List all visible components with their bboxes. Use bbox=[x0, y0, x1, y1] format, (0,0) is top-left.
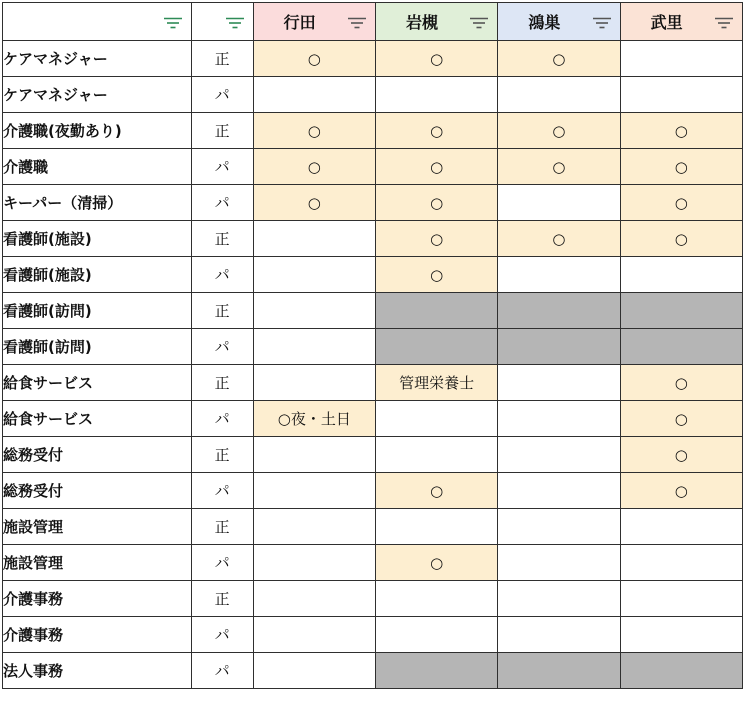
job-title-cell[interactable]: 施設管理 bbox=[3, 545, 192, 581]
availability-cell-takesato[interactable] bbox=[620, 653, 742, 689]
table-row bbox=[3, 581, 743, 617]
job-title-cell[interactable]: 看護師(施設) bbox=[3, 221, 192, 257]
availability-cell-gyoda[interactable]: ○ bbox=[253, 149, 375, 185]
table-row bbox=[3, 77, 743, 113]
employment-type-cell[interactable]: 正 bbox=[191, 113, 253, 149]
job-title-cell[interactable]: 総務受付 bbox=[3, 437, 192, 473]
header-label-gyoda: 行田 bbox=[283, 13, 316, 32]
header-label-iwatsuki: 岩槻 bbox=[405, 13, 438, 32]
availability-cell-takesato[interactable] bbox=[620, 41, 742, 77]
employment-type-cell[interactable]: 正 bbox=[191, 41, 253, 77]
availability-cell-konosu[interactable]: ○ bbox=[498, 113, 620, 149]
availability-cell-gyoda[interactable] bbox=[253, 509, 375, 545]
availability-cell-iwatsuki[interactable] bbox=[375, 509, 497, 545]
availability-cell-konosu[interactable] bbox=[498, 293, 620, 329]
availability-cell-konosu[interactable] bbox=[498, 581, 620, 617]
employment-type-cell[interactable]: パ bbox=[191, 257, 253, 293]
header-label-konosu: 鴻巣 bbox=[528, 13, 561, 32]
availability-cell-gyoda[interactable] bbox=[253, 617, 375, 653]
availability-cell-iwatsuki[interactable]: ○ bbox=[375, 149, 497, 185]
availability-cell-iwatsuki[interactable]: ○ bbox=[375, 257, 497, 293]
availability-cell-konosu[interactable] bbox=[498, 545, 620, 581]
availability-cell-gyoda[interactable]: ○ bbox=[253, 185, 375, 221]
employment-type-cell[interactable]: 正 bbox=[191, 221, 253, 257]
availability-cell-iwatsuki[interactable]: ○ bbox=[375, 473, 497, 509]
availability-cell-iwatsuki[interactable] bbox=[375, 437, 497, 473]
job-title-cell[interactable]: 介護事務 bbox=[3, 617, 192, 653]
filter-icon[interactable] bbox=[163, 17, 183, 29]
availability-cell-konosu[interactable]: ○ bbox=[498, 149, 620, 185]
job-title-cell[interactable]: 看護師(施設) bbox=[3, 257, 192, 293]
availability-cell-gyoda[interactable] bbox=[253, 257, 375, 293]
availability-cell-takesato[interactable] bbox=[620, 545, 742, 581]
availability-cell-iwatsuki[interactable]: 管理栄養士 bbox=[375, 365, 497, 401]
table-row bbox=[3, 257, 743, 293]
availability-cell-takesato[interactable]: ○ bbox=[620, 185, 742, 221]
table-row bbox=[3, 293, 743, 329]
table-row bbox=[3, 545, 743, 581]
employment-type-cell[interactable]: 正 bbox=[191, 365, 253, 401]
employment-type-cell[interactable]: パ bbox=[191, 473, 253, 509]
availability-cell-konosu[interactable]: ○ bbox=[498, 221, 620, 257]
availability-cell-konosu[interactable] bbox=[498, 77, 620, 113]
availability-cell-takesato[interactable] bbox=[620, 257, 742, 293]
availability-cell-konosu[interactable] bbox=[498, 257, 620, 293]
header-label-takesato: 武里 bbox=[650, 13, 683, 32]
job-title-cell[interactable]: キーパー（清掃） bbox=[3, 185, 192, 221]
availability-cell-iwatsuki[interactable] bbox=[375, 329, 497, 365]
table-row bbox=[3, 149, 743, 185]
table-row bbox=[3, 509, 743, 545]
header-cell-takesato bbox=[620, 3, 742, 41]
filter-icon[interactable] bbox=[225, 17, 245, 29]
availability-cell-takesato[interactable]: ○ bbox=[620, 437, 742, 473]
availability-cell-takesato[interactable] bbox=[620, 581, 742, 617]
header-cell-type bbox=[191, 3, 253, 41]
job-title-cell[interactable]: 介護職(夜勤あり) bbox=[3, 113, 192, 149]
table-row bbox=[3, 113, 743, 149]
table-body bbox=[3, 41, 743, 689]
job-title-cell[interactable]: 施設管理 bbox=[3, 509, 192, 545]
employment-type-cell[interactable]: 正 bbox=[191, 581, 253, 617]
availability-cell-iwatsuki[interactable]: ○ bbox=[375, 185, 497, 221]
availability-cell-konosu[interactable] bbox=[498, 329, 620, 365]
filter-icon[interactable] bbox=[592, 17, 612, 29]
employment-type-cell[interactable]: パ bbox=[191, 149, 253, 185]
availability-cell-gyoda[interactable] bbox=[253, 77, 375, 113]
table-row bbox=[3, 329, 743, 365]
availability-cell-konosu[interactable] bbox=[498, 509, 620, 545]
availability-cell-konosu[interactable] bbox=[498, 473, 620, 509]
availability-cell-gyoda[interactable] bbox=[253, 293, 375, 329]
availability-cell-konosu[interactable] bbox=[498, 617, 620, 653]
employment-type-cell[interactable]: パ bbox=[191, 653, 253, 689]
filter-icon[interactable] bbox=[347, 17, 367, 29]
table-row bbox=[3, 221, 743, 257]
job-title-cell[interactable]: 給食サービス bbox=[3, 365, 192, 401]
availability-cell-konosu[interactable] bbox=[498, 437, 620, 473]
availability-cell-takesato[interactable]: ○ bbox=[620, 365, 742, 401]
availability-cell-takesato[interactable] bbox=[620, 293, 742, 329]
availability-cell-konosu[interactable] bbox=[498, 185, 620, 221]
availability-cell-iwatsuki[interactable] bbox=[375, 653, 497, 689]
filter-icon[interactable] bbox=[714, 17, 734, 29]
job-title-cell[interactable]: ケアマネジャー bbox=[3, 77, 192, 113]
header-cell-konosu bbox=[498, 3, 620, 41]
availability-cell-takesato[interactable]: ○ bbox=[620, 401, 742, 437]
availability-cell-takesato[interactable]: ○ bbox=[620, 473, 742, 509]
job-title-cell[interactable]: 総務受付 bbox=[3, 473, 192, 509]
availability-cell-iwatsuki[interactable]: ○ bbox=[375, 221, 497, 257]
availability-cell-gyoda[interactable] bbox=[253, 365, 375, 401]
header-row bbox=[3, 3, 743, 41]
availability-cell-gyoda[interactable] bbox=[253, 437, 375, 473]
job-title-cell[interactable]: 法人事務 bbox=[3, 653, 192, 689]
employment-type-cell[interactable]: パ bbox=[191, 77, 253, 113]
availability-cell-takesato[interactable] bbox=[620, 77, 742, 113]
availability-cell-takesato[interactable]: ○ bbox=[620, 113, 742, 149]
availability-cell-takesato[interactable] bbox=[620, 617, 742, 653]
employment-type-cell[interactable]: パ bbox=[191, 401, 253, 437]
availability-cell-gyoda[interactable]: ○ bbox=[253, 113, 375, 149]
table-row bbox=[3, 401, 743, 437]
job-title-cell[interactable]: 介護事務 bbox=[3, 581, 192, 617]
table-row bbox=[3, 41, 743, 77]
availability-cell-takesato[interactable]: ○ bbox=[620, 149, 742, 185]
employment-type-cell[interactable]: パ bbox=[191, 617, 253, 653]
job-title-cell[interactable]: 看護師(訪問) bbox=[3, 293, 192, 329]
availability-cell-gyoda[interactable] bbox=[253, 329, 375, 365]
availability-cell-iwatsuki[interactable]: ○ bbox=[375, 545, 497, 581]
header-cell-iwatsuki bbox=[375, 3, 497, 41]
availability-cell-gyoda[interactable] bbox=[253, 221, 375, 257]
table-row bbox=[3, 617, 743, 653]
table-row bbox=[3, 653, 743, 689]
employment-type-cell[interactable]: 正 bbox=[191, 293, 253, 329]
availability-cell-gyoda[interactable]: ○ bbox=[253, 41, 375, 77]
employment-type-cell[interactable]: 正 bbox=[191, 437, 253, 473]
availability-cell-iwatsuki[interactable]: ○ bbox=[375, 113, 497, 149]
availability-cell-iwatsuki[interactable] bbox=[375, 293, 497, 329]
table-row bbox=[3, 437, 743, 473]
employment-type-cell[interactable]: パ bbox=[191, 329, 253, 365]
availability-cell-iwatsuki[interactable]: ○ bbox=[375, 41, 497, 77]
table-row bbox=[3, 473, 743, 509]
availability-cell-iwatsuki[interactable] bbox=[375, 401, 497, 437]
availability-cell-gyoda[interactable] bbox=[253, 653, 375, 689]
availability-cell-konosu[interactable] bbox=[498, 401, 620, 437]
availability-cell-iwatsuki[interactable] bbox=[375, 581, 497, 617]
staffing-table bbox=[2, 2, 743, 689]
availability-cell-iwatsuki[interactable] bbox=[375, 77, 497, 113]
header-cell-gyoda bbox=[253, 3, 375, 41]
employment-type-cell[interactable]: 正 bbox=[191, 509, 253, 545]
availability-cell-gyoda[interactable] bbox=[253, 545, 375, 581]
availability-cell-takesato[interactable] bbox=[620, 509, 742, 545]
employment-type-cell[interactable]: パ bbox=[191, 545, 253, 581]
job-title-cell[interactable]: 給食サービス bbox=[3, 401, 192, 437]
filter-icon[interactable] bbox=[469, 17, 489, 29]
job-title-cell[interactable]: 看護師(訪問) bbox=[3, 329, 192, 365]
availability-cell-konosu[interactable]: ○ bbox=[498, 41, 620, 77]
job-title-cell[interactable]: 介護職 bbox=[3, 149, 192, 185]
header-cell-job bbox=[3, 3, 192, 41]
availability-cell-gyoda[interactable] bbox=[253, 473, 375, 509]
availability-cell-iwatsuki[interactable] bbox=[375, 617, 497, 653]
availability-cell-takesato[interactable]: ○ bbox=[620, 221, 742, 257]
availability-cell-gyoda[interactable]: ○夜・土日 bbox=[253, 401, 375, 437]
job-title-cell[interactable]: ケアマネジャー bbox=[3, 41, 192, 77]
availability-cell-konosu[interactable] bbox=[498, 653, 620, 689]
table-row bbox=[3, 185, 743, 221]
employment-type-cell[interactable]: パ bbox=[191, 185, 253, 221]
availability-cell-takesato[interactable] bbox=[620, 329, 742, 365]
table-row bbox=[3, 365, 743, 401]
availability-cell-gyoda[interactable] bbox=[253, 581, 375, 617]
availability-cell-konosu[interactable] bbox=[498, 365, 620, 401]
